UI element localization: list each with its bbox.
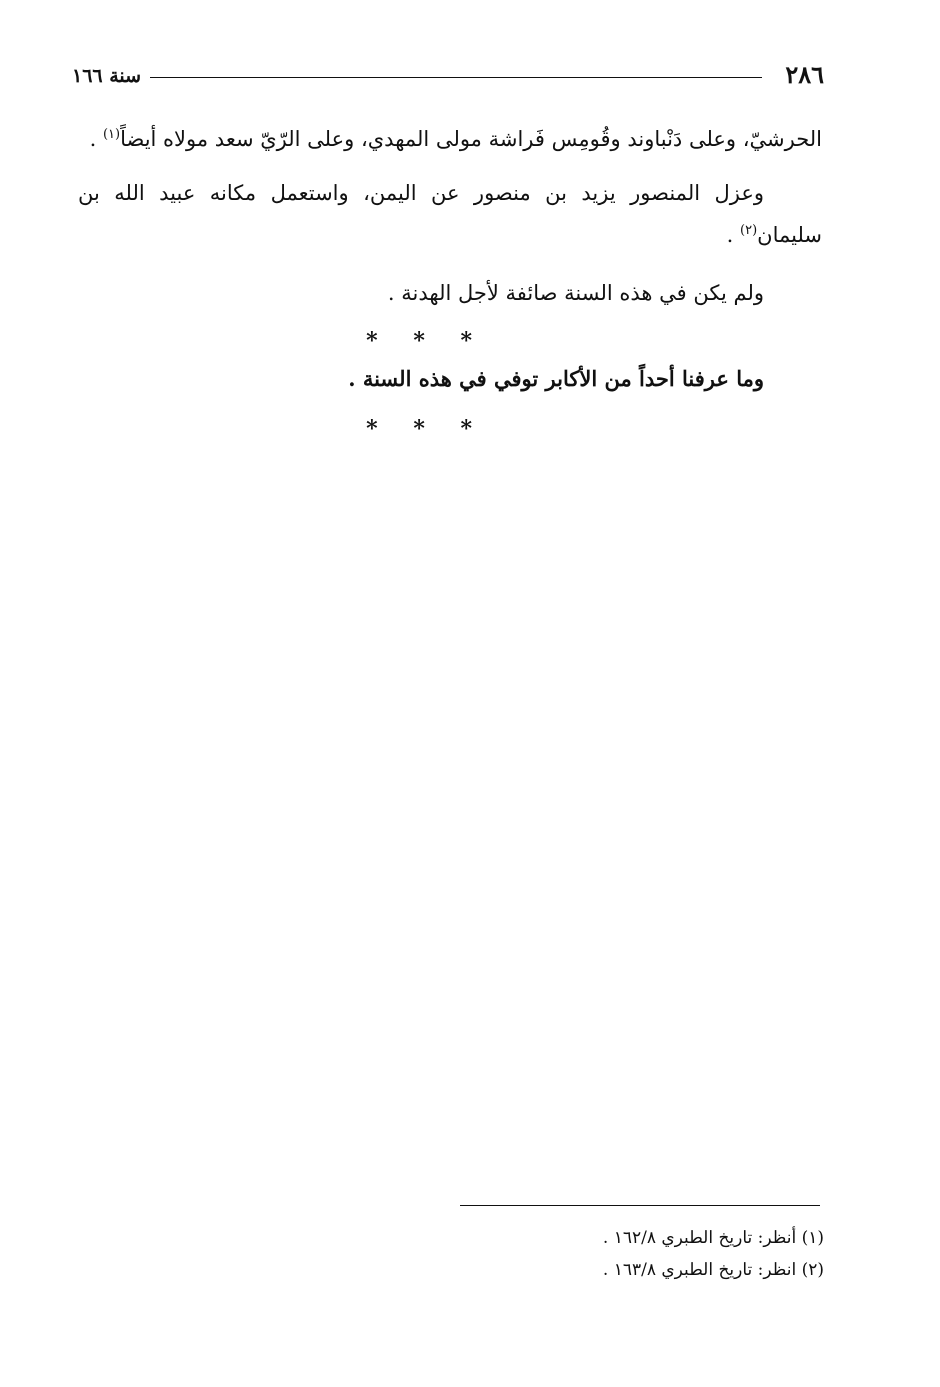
footnotes	[400, 1222, 824, 1286]
paragraph-4: وما عرفنا أحداً من الأكابر توفي في هذه السنة .	[348, 366, 764, 391]
footnote-2: (٢) انظر: تاريخ الطبري ١٦٣/٨ .	[602, 1260, 824, 1280]
paragraph-3: ولم يكن في هذه السنة صائفة لأجل الهدنة .	[387, 281, 764, 305]
paragraph-1-end: .	[89, 127, 103, 151]
footnote-1: (١) أنظر: تاريخ الطبري ١٦٢/٨ .	[602, 1228, 824, 1248]
paragraph-2	[78, 172, 822, 256]
main-text	[78, 118, 822, 446]
footnote-marker-2: (٢)	[740, 223, 758, 238]
paragraph-2-text: وعزل المنصور يزيد بن منصور عن اليمن، واستعمل مكانه عبيد الله بن سليمان	[78, 181, 822, 247]
paragraph-2-end: .	[726, 223, 740, 247]
page-header	[72, 60, 824, 94]
paragraph-1	[78, 118, 822, 160]
paragraph-1-text: الحرشيّ، وعلى دَنْباوند وقُومِس فَراشة مولى المهدي، وعلى الرّيّ سعد مولاه أيضاً	[120, 127, 822, 151]
footnote-marker-1: (١)	[102, 127, 121, 142]
page-number: ٢٨٦	[785, 60, 824, 89]
header-rule	[150, 77, 762, 78]
running-title: سنة ١٦٦	[72, 65, 142, 87]
section-separator: * * *	[366, 416, 486, 442]
footnote-rule	[460, 1205, 820, 1206]
section-separator: * * *	[366, 328, 486, 354]
